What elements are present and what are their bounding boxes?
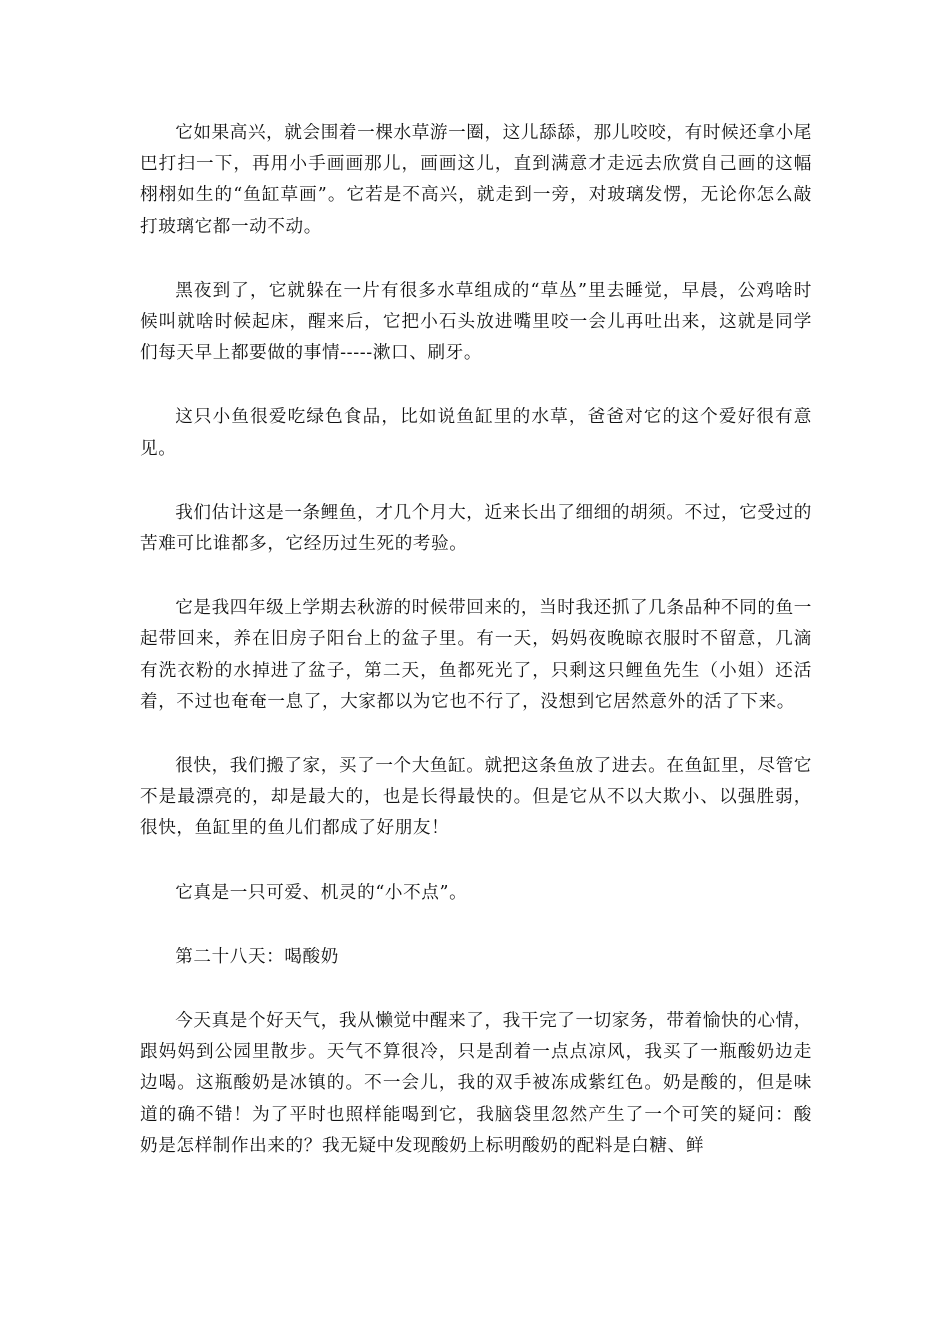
paragraph-yogurt: 今天真是个好天气，我从懒觉中醒来了，我干完了一切家务，带着愉快的心情，跟妈妈到公园里散步。天气不算很冷，只是刮着一点点凉风，我买了一瓶酸奶边走边喝。这瓶酸奶是冰镇的。不一会儿，我的双手被冻成紫红色。奶是酸的，但是味道的确不错！为了平时也照样能喝到它，我脑袋里忽然产生了一个可笑的疑问：酸奶是怎样制作出来的？我无疑中发现酸奶上标明酸奶的配料是白糖、鲜	[140, 1011, 812, 1156]
paragraph-autumn-trip: 它是我四年级上学期去秋游的时候带回来的，当时我还抓了几条品种不同的鱼一起带回来，养在旧房子阳台上的盆子里。有一天，妈妈夜晚晾衣服时不留意，几滴有洗衣粉的水掉进了盆子，第二天，鱼都死光了，只剩这只鲤鱼先生（小姐）还活着，不过也奄奄一息了，大家都以为它也不行了，没想到它居然意外的活了下来。	[140, 598, 812, 712]
paragraph-night-routine: 黑夜到了，它就躲在一片有很多水草组成的“草丛”里去睡觉，早晨，公鸡啥时候叫就啥时候起床，醒来后，它把小石头放进嘴里咬一会儿再吐出来，这就是同学们每天早上都要做的事情-----漱口、刷牙。	[140, 280, 812, 364]
document-body	[140, 118, 812, 1195]
section-heading-day-28: 第二十八天：喝酸奶	[175, 946, 339, 967]
paragraph-green-food: 这只小鱼很爱吃绿色食品，比如说鱼缸里的水草，爸爸对它的这个爱好很有意见。	[140, 407, 812, 459]
paragraph-little-dot: 它真是一只可爱、机灵的“小不点”。	[175, 882, 468, 903]
paragraph-fish-mood: 它如果高兴，就会围着一棵水草游一圈，这儿舔舔，那儿咬咬，有时候还拿小尾巴打扫一下，再用小手画画那儿，画画这儿，直到满意才走远去欣赏自己画的这幅栩栩如生的“鱼缸草画”。它若是不高兴，就走到一旁，对玻璃发愣，无论你怎么敲打玻璃它都一动不动。	[140, 123, 812, 237]
paragraph-new-fish-tank: 很快，我们搬了家，买了一个大鱼缸。就把这条鱼放了进去。在鱼缸里，尽管它不是最漂亮的，却是最大的，也是长得最快的。但是它从不以大欺小、以强胜弱，很快，鱼缸里的鱼儿们都成了好朋友！	[140, 756, 812, 839]
paragraph-carp-estimate: 我们估计这是一条鲤鱼，才几个月大，近来长出了细细的胡须。不过，它受过的苦难可比谁都多，它经历过生死的考验。	[140, 502, 812, 555]
